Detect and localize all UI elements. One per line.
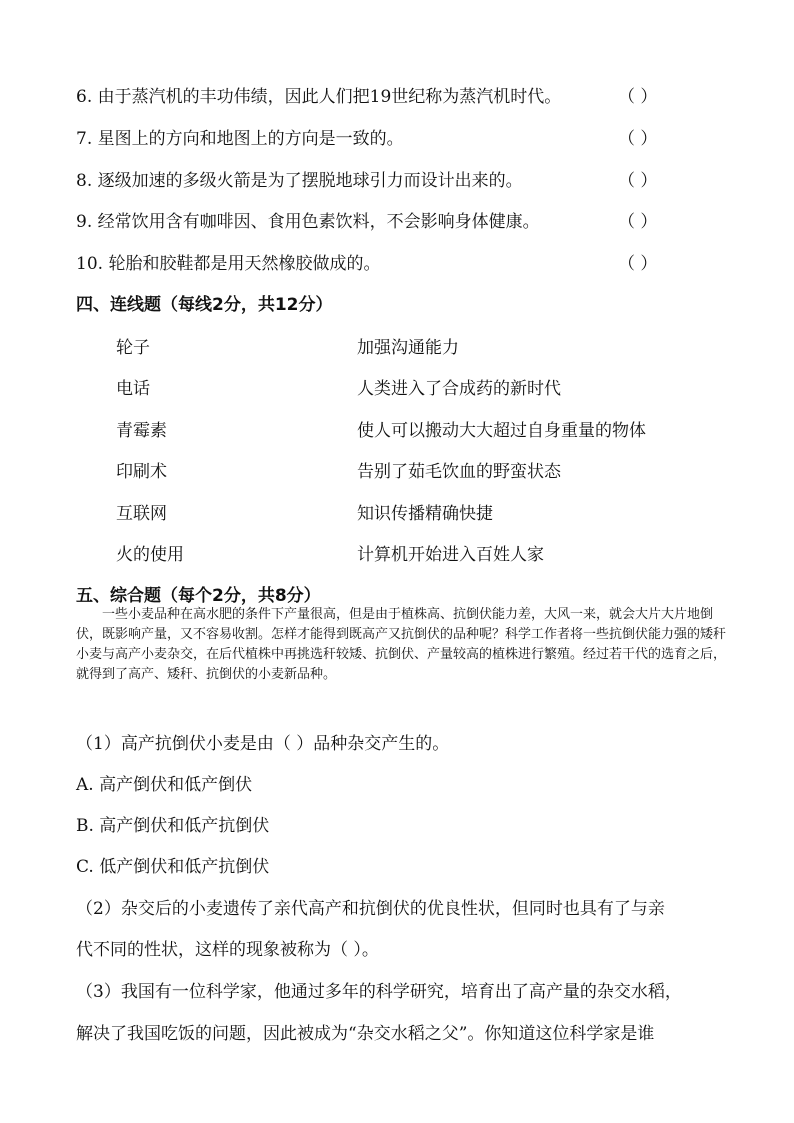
reading-passage: 一些小麦品种在高水肥的条件下产量很高，但是由于植株高、抗倒伏能力差，大风一来，就会大片大片地倒伏，既影响产量，又不容易收割。怎样才能得到既高产又抗倒伏的品种呢？科学工作者将一些抗倒伏能力强的矮秆小麦与高产小麦杂交，在后代植株中再挑选秆较矮、抗倒伏、产量较高的植株进行繁殖。经过若干代的选育之后，就得到了高产、矮秆、抗倒伏的小麦新品种。 <box>76 607 727 682</box>
matching-left-item: 青霉素 <box>116 421 167 441</box>
matching-right-item: 使人可以搬动大大超过自身重量的物体 <box>357 421 646 441</box>
answer-parentheses: （ ） <box>618 87 658 107</box>
matching-right-item: 加强沟通能力 <box>357 338 459 358</box>
answer-parentheses: （ ） <box>618 254 658 274</box>
judge-text: 8. 逐级加速的多级火箭是为了摆脱地球引力而设计出来的。 <box>76 171 523 191</box>
question-2-line-2: 代不同的性状，这样的现象被称为（ ）。 <box>76 940 379 960</box>
matching-left-item: 互联网 <box>116 504 167 524</box>
matching-left-item: 印刷术 <box>116 462 167 482</box>
answer-parentheses: （ ） <box>618 171 658 191</box>
judge-text: 7. 星图上的方向和地图上的方向是一致的。 <box>76 129 404 149</box>
option-a: A. 高产倒伏和低产倒伏 <box>76 775 253 795</box>
matching-right-item: 告别了茹毛饮血的野蛮状态 <box>357 462 561 482</box>
question-3-line-2: 解决了我国吃饭的问题，因此被成为“杂交水稻之父”。你知道这位科学家是谁 <box>76 1024 655 1044</box>
question-2-line-1: （2）杂交后的小麦遗传了亲代高产和抗倒伏的优良性状，但同时也具有了与亲 <box>76 899 665 919</box>
section-4-title: 四、连线题（每线2分，共12分） <box>76 295 333 315</box>
answer-parentheses: （ ） <box>618 129 658 149</box>
question-3-line-1: （3）我国有一位科学家，他通过多年的科学研究，培育出了高产量的杂交水稻， <box>76 982 682 1002</box>
question-1: （1）高产抗倒伏小麦是由（ ）品种杂交产生的。 <box>76 734 450 754</box>
judge-text: 9. 经常饮用含有咖啡因、食用色素饮料，不会影响身体健康。 <box>76 212 540 232</box>
matching-left-item: 火的使用 <box>116 545 184 565</box>
matching-left-item: 电话 <box>116 379 150 399</box>
matching-left-item: 轮子 <box>116 338 150 358</box>
matching-right-item: 计算机开始进入百姓人家 <box>357 545 544 565</box>
matching-right-item: 知识传播精确快捷 <box>357 504 493 524</box>
option-b: B. 高产倒伏和低产抗倒伏 <box>76 816 270 836</box>
judge-text: 10. 轮胎和胶鞋都是用天然橡胶做成的。 <box>76 254 381 274</box>
option-c: C. 低产倒伏和低产抗倒伏 <box>76 857 270 877</box>
matching-right-item: 人类进入了合成药的新时代 <box>357 379 561 399</box>
answer-parentheses: （ ） <box>618 212 658 232</box>
section-5-title: 五、综合题（每个2分，共8分） <box>76 586 321 606</box>
judge-text: 6. 由于蒸汽机的丰功伟绩，因此人们把19世纪称为蒸汽机时代。 <box>76 87 562 107</box>
